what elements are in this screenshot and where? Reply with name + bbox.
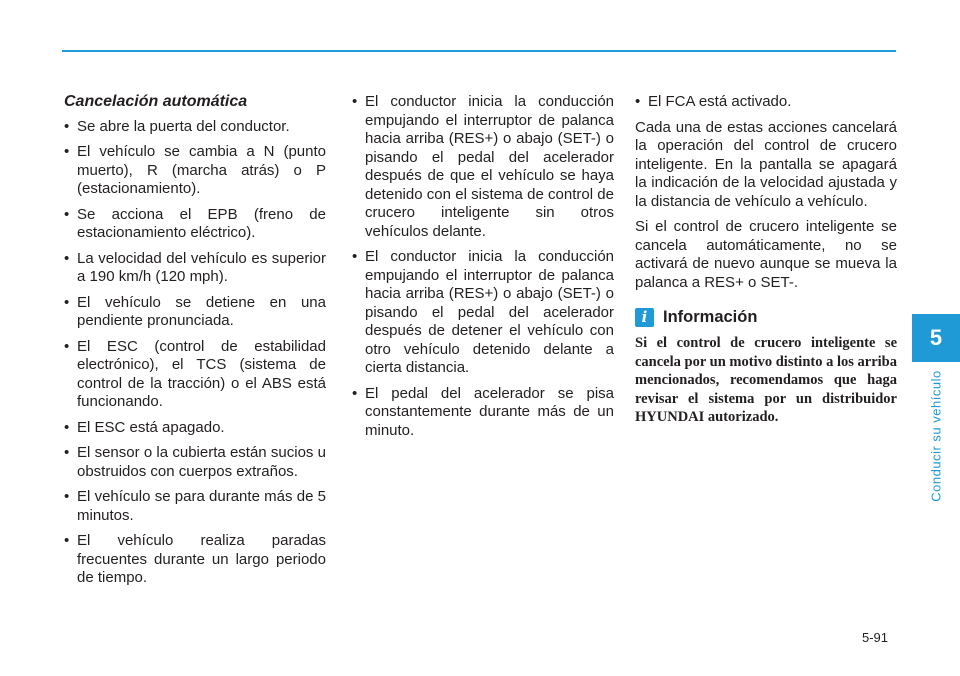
info-icon: i [635,308,654,327]
section-title: Cancelación automática [64,93,248,110]
cancel-conditions-list-continued [352,93,614,440]
body-paragraph: Si el control de crucero inteligente se cancela automáticamente, no se activará de nuevo aunque se mueva la palanca a RES+ o SET-. [635,218,897,291]
info-body: Si el control de crucero inteligente se cancela por un motivo distinto a los arriba mencionados, recomendamos que haga revisar el sistema por un distribuidor HYUNDAI autorizado. [635,335,897,425]
page-number: 5-91 [862,630,889,645]
chapter-number-tab: 5 [912,314,960,362]
list-item: • El FCA está activado. [635,93,897,112]
list-item: • El ESC está apagado. [64,419,326,438]
info-header [635,308,897,327]
cancel-conditions-list-end [635,93,897,112]
list-item: • Se acciona el EPB (freno de estacionamiento eléctrico). [64,206,326,243]
info-title: Información [663,308,758,327]
column-2 [352,93,614,447]
list-item: • El vehículo realiza paradas frecuentes durante un largo periodo de tiempo. [64,532,326,588]
column-3 [635,93,897,427]
list-item: • Se abre la puerta del conductor. [64,118,326,137]
list-item: • El vehículo se detiene en una pendiente pronunciada. [64,294,326,331]
header-rule [62,50,896,52]
list-item: • El conductor inicia la conducción empujando el interruptor de palanca hacia arriba (RES+) o abajo (SET-) o pisando el pedal del acelerador después de que el vehículo se haya detenido con el sistema de control de crucero inteligente sin otros vehículos delante. [352,93,614,241]
column-1 [64,93,326,595]
list-item: • El conductor inicia la conducción empujando el interruptor de palanca hacia arriba (RES+) o abajo (SET-) o pisando el pedal del acelerador después de detener el vehículo con otro vehículo detenido delante a cierta distancia. [352,248,614,378]
list-item: • El vehículo se para durante más de 5 minutos. [64,488,326,525]
cancel-conditions-list [64,118,326,588]
list-item: • El sensor o la cubierta están sucios u obstruidos con cuerpos extraños. [64,444,326,481]
list-item: • El ESC (control de estabilidad electrónico), el TCS (sistema de control de la tracción) o el ABS está funcionando. [64,338,326,412]
body-paragraph: Cada una de estas acciones cancelará la operación del control de crucero inteligente. En la pantalla se apagará la indicación de la velocidad ajustada y la distancia de vehículo a vehículo. [635,118,897,210]
list-item: • El pedal del acelerador se pisa constantemente durante más de un minuto. [352,385,614,441]
list-item: • El vehículo se cambia a N (punto muerto), R (marcha atrás) o P (estacionamiento). [64,143,326,199]
chapter-label: Conducir su vehículo [928,370,944,502]
list-item: • La velocidad del vehículo es superior a 190 km/h (120 mph). [64,250,326,287]
